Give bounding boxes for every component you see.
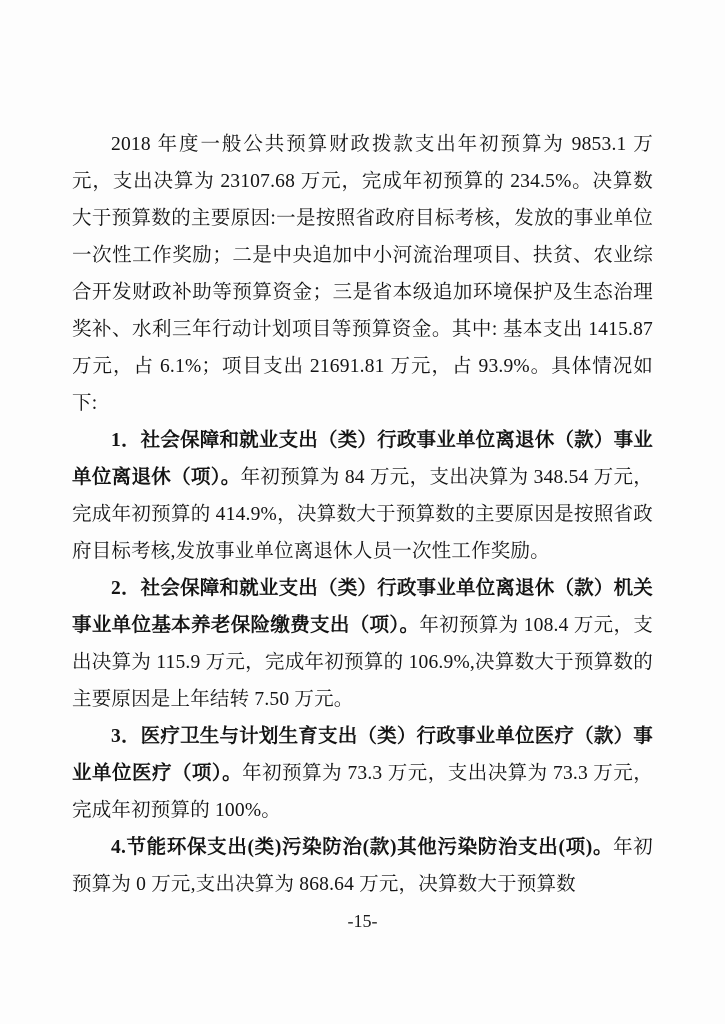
paragraph-3-text: 年初预算为 108.4 万元，支出决算为 115.9 万元，完成年初预算的 106.9%,决算数大于预算数的主要原因是上年结转 7.50 万元。 xyxy=(72,615,653,710)
page-number: -15- xyxy=(347,911,378,931)
paragraph-5-text: 年初预算为 0 万元,支出决算为 868.64 万元，决算数大于预算数 xyxy=(72,837,653,895)
paragraph-4-text: 年初预算为 73.3 万元，支出决算为 73.3 万元，完成年初预算的 100%。 xyxy=(72,763,653,821)
paragraph-4 xyxy=(72,718,653,829)
paragraph-1 xyxy=(72,126,653,422)
paragraph-1-text: 2018 年度一般公共预算财政拨款支出年初预算为 9853.1 万元，支出决算为 23107.68 万元，完成年初预算的 234.5%。决算数大于预算数的主要原因:一是按照省政府目标考核，发放的事业单位一次性工作奖励；二是中央追加中小河流治理项目、扶贫、农业综合开发财政补助等预算资金；三是省本级追加环境保护及生态治理奖补、水利三年行动计划项目等预算资金。其中: 基本支出 1415.87 万元，占 6.1%；项目支出 21691.81 万元，占 93.9%。具体情况如下: xyxy=(72,134,653,414)
paragraph-2-heading: 1．社会保障和就业支出（类）行政事业单位离退休（款）事业单位离退休（项）。 xyxy=(72,430,653,488)
document-body xyxy=(72,126,653,903)
paragraph-4-heading: 3．医疗卫生与计划生育支出（类）行政事业单位医疗（款）事业单位医疗（项）。 xyxy=(72,726,653,784)
paragraph-5-heading: 4.节能环保支出(类)污染防治(款)其他污染防治支出(项)。 xyxy=(111,837,614,858)
paragraph-3-heading: 2．社会保障和就业支出（类）行政事业单位离退休（款）机关事业单位基本养老保险缴费支出（项）。 xyxy=(72,578,653,636)
paragraph-2-text: 年初预算为 84 万元，支出决算为 348.54 万元，完成年初预算的 414.9%，决算数大于预算数的主要原因是按照省政府目标考核,发放事业单位离退休人员一次性工作奖励。 xyxy=(72,467,653,562)
paragraph-3 xyxy=(72,570,653,718)
paragraph-2 xyxy=(72,422,653,570)
paragraph-5 xyxy=(72,829,653,903)
